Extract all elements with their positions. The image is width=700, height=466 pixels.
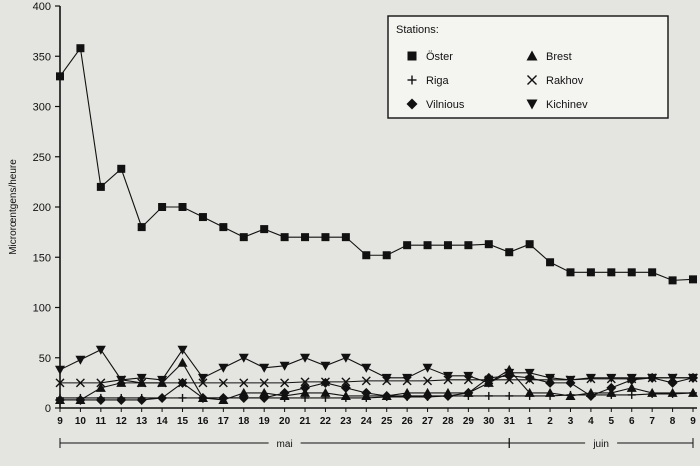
series-line-kichinev [60,350,693,383]
data-point-ster-shape [587,268,595,276]
data-point-ster [383,251,391,259]
x-tick-label: 30 [483,416,495,427]
data-point-ster [240,233,248,241]
x-tick-label: 22 [319,416,332,427]
x-tick-label: 19 [258,416,270,427]
month-label: mai [276,439,293,450]
x-tick-label: 28 [442,416,454,427]
x-tick-label: 4 [588,416,594,427]
data-point-ster [403,241,411,249]
data-point-vilnious [96,395,106,405]
data-point-kichinev [218,364,228,373]
data-point-ster-shape [219,223,227,231]
x-tick-label: 23 [340,416,352,427]
x-tick-label: 9 [57,416,63,427]
data-point-ster [485,240,493,248]
month-label: juin [593,439,609,450]
data-point-ster [301,233,309,241]
x-tick-label: 31 [503,416,515,427]
data-point-riga [485,392,493,400]
data-point-kichinev [361,364,371,373]
x-tick-label: 1 [526,416,533,427]
data-point-ster-shape [158,203,166,211]
data-point-kichinev-shape [239,354,249,363]
data-point-ster-shape [362,251,370,259]
data-point-kichinev-shape [341,354,351,363]
x-tick-label: 18 [238,416,250,427]
data-point-kichinev-shape [75,356,85,365]
data-point-ster-shape [485,240,493,248]
data-point-kichinev [341,354,351,363]
x-tick-label: 6 [628,416,635,427]
data-point-ster-shape [607,268,615,276]
data-point-ster [321,233,329,241]
data-point-kichinev-shape [300,354,310,363]
data-point-ster-shape [138,223,146,231]
data-point-ster-shape [179,203,187,211]
data-point-ster-shape [464,241,472,249]
x-tick-label: 24 [360,416,372,427]
data-point-ster [526,240,534,248]
data-point-ster [342,233,350,241]
x-tick-label: 14 [156,416,168,427]
legend-marker-ster [408,52,417,61]
data-point-ster [669,276,677,284]
x-tick-label: 10 [74,416,86,427]
data-point-kichinev-shape [96,346,106,355]
x-tick-label: 20 [279,416,291,427]
data-point-ster-shape [505,248,513,256]
data-point-kichinev-shape [218,364,228,373]
data-point-ster [689,275,697,283]
data-point-ster [587,268,595,276]
data-point-ster [628,268,636,276]
data-point-ster-shape [97,183,105,191]
x-tick-label: 15 [176,416,189,427]
data-point-vilnious-shape [96,395,106,405]
data-point-ster [97,183,105,191]
data-point-ster-shape [689,275,697,283]
data-point-kichinev [259,364,269,373]
data-point-vilnious-shape [116,395,126,405]
data-point-ster [76,44,84,52]
data-point-ster [505,248,513,256]
x-tick-label: 2 [547,416,553,427]
data-point-kichinev-shape [55,366,65,375]
legend-label-brest: Brest [546,51,572,63]
data-point-vilnious [280,388,290,398]
data-point-ster [424,241,432,249]
x-tick-label: 29 [462,416,474,427]
data-point-ster-shape [546,258,554,266]
data-point-ster [566,268,574,276]
data-point-ster-shape [566,268,574,276]
data-point-kichinev-shape [178,346,188,355]
data-point-ster-shape [117,165,125,173]
data-point-kichinev [198,374,208,383]
x-tick-label: 21 [299,416,311,427]
data-point-kichinev [239,354,249,363]
data-point-kichinev-shape [259,364,269,373]
series-line-rakhov [60,378,693,383]
data-point-riga [505,392,513,400]
y-tick-label: 50 [38,352,51,365]
y-tick-label: 350 [32,51,51,64]
data-point-ster-shape [56,72,64,80]
x-tick-label: 3 [567,416,574,427]
data-point-ster-shape [342,233,350,241]
data-point-ster [648,268,656,276]
data-point-kichinev [55,366,65,375]
data-point-vilnious [320,378,330,388]
data-point-kichinev [423,364,433,373]
x-tick-label: 9 [690,416,696,427]
legend-label-riga: Riga [426,75,449,87]
data-point-ster-shape [669,276,677,284]
data-point-kichinev [178,346,188,355]
data-point-ster-shape [76,44,84,52]
legend-label-rakhov: Rakhov [546,75,584,87]
data-point-riga [179,394,187,402]
x-tick-label: 11 [95,416,107,427]
data-point-ster-shape [281,233,289,241]
data-point-ster [362,251,370,259]
data-point-ster-shape [321,233,329,241]
data-point-vilnious-shape [280,388,290,398]
x-tick-label: 7 [649,416,655,427]
x-tick-label: 26 [401,416,413,427]
data-point-ster [179,203,187,211]
data-point-ster [464,241,472,249]
data-point-kichinev [96,346,106,355]
data-point-kichinev-shape [198,374,208,383]
y-tick-label: 250 [32,151,51,164]
legend-title: Stations: [396,24,439,36]
data-point-vilnious-shape [320,378,330,388]
y-tick-label: 150 [32,252,51,265]
data-point-ster-shape [301,233,309,241]
data-point-ster [56,72,64,80]
data-point-ster [117,165,125,173]
data-point-vilnious [137,395,147,405]
legend-label-kichinev: Kichinev [546,99,588,111]
x-tick-label: 12 [115,416,127,427]
data-point-kichinev [320,362,330,371]
data-point-ster [219,223,227,231]
data-point-riga [628,391,636,399]
data-point-vilnious [606,383,616,393]
y-tick-label: 0 [44,403,51,415]
data-point-ster [199,213,207,221]
data-point-kichinev [75,356,85,365]
data-point-ster-shape [240,233,248,241]
x-tick-label: 27 [421,416,434,427]
x-tick-label: 5 [608,416,615,427]
y-tick-label: 400 [32,1,51,13]
x-tick-label: 25 [381,416,393,427]
data-point-ster-shape [628,268,636,276]
data-point-ster-shape [199,213,207,221]
legend-marker-ster-shape [408,52,417,61]
data-point-ster [546,258,554,266]
y-tick-label: 300 [32,101,51,114]
x-tick-label: 13 [136,416,148,427]
data-point-ster [138,223,146,231]
data-point-ster-shape [648,268,656,276]
data-point-ster-shape [424,241,432,249]
x-tick-label: 8 [669,416,676,427]
data-point-vilnious-shape [137,395,147,405]
data-point-ster-shape [444,241,452,249]
data-point-ster [158,203,166,211]
data-point-kichinev-shape [423,364,433,373]
data-point-ster [260,225,268,233]
y-tick-label: 200 [32,202,51,214]
data-point-vilnious-shape [157,393,167,403]
data-point-ster-shape [260,225,268,233]
y-axis-label: Microrœntgens/heure [8,159,19,255]
data-point-kichinev-shape [320,362,330,371]
data-point-brest [178,358,188,367]
data-point-ster-shape [526,240,534,248]
data-point-vilnious [157,393,167,403]
data-point-vilnious [116,395,126,405]
data-point-ster [281,233,289,241]
data-point-ster-shape [403,241,411,249]
legend-label-ster: Öster [426,51,453,63]
data-point-ster [607,268,615,276]
data-point-brest-shape [178,358,188,367]
data-point-ster-shape [383,251,391,259]
data-point-ster [444,241,452,249]
legend-label-vilnious: Vilnious [426,99,465,111]
y-tick-label: 100 [32,302,51,315]
data-point-kichinev [300,354,310,363]
data-point-vilnious-shape [606,383,616,393]
x-tick-label: 17 [217,416,229,427]
data-point-kichinev-shape [361,364,371,373]
x-tick-label: 16 [197,416,209,427]
